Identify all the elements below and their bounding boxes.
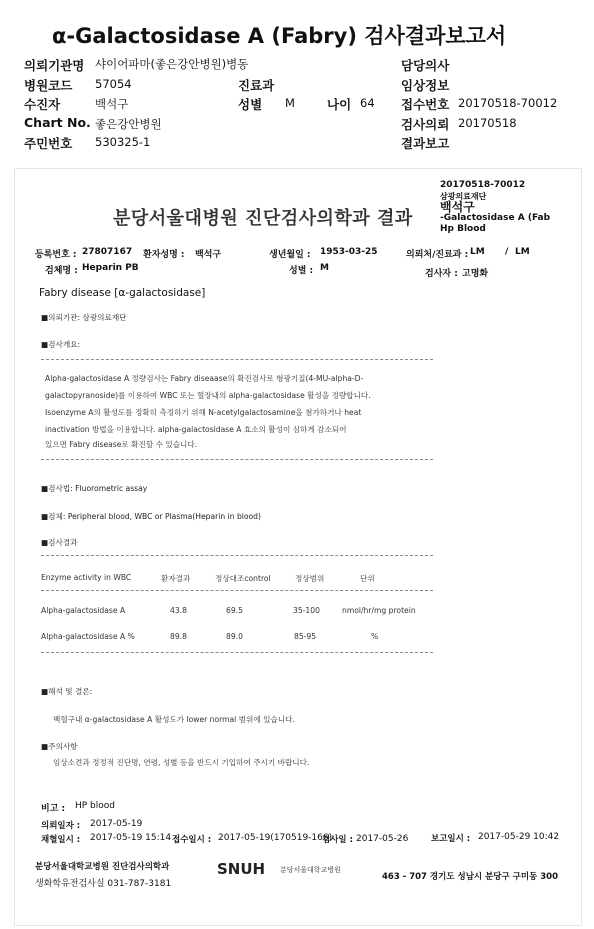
row1-patient: 43.8 xyxy=(170,606,187,615)
method-line: ■검사법: Fluorometric assay xyxy=(41,484,148,493)
row2-patient: 89.8 xyxy=(170,632,187,641)
label-chart-no: Chart No. xyxy=(24,115,91,130)
specimen-label: 검체명 : xyxy=(45,266,78,276)
notes-text: 임상소견과 정정적 진단명, 연령, 성별 등을 반드시 기입하여 주시기 바랍니다. xyxy=(53,758,310,767)
snuh-logo: SNUH xyxy=(217,860,266,878)
interpretation-heading: ■해석 및 결론: xyxy=(41,687,93,696)
overview-line-4: inactivation 방법을 이용합니다. alpha-galactosidase A 효소의 활성이 심하게 감소되어 xyxy=(45,425,347,434)
row2-range: 85-95 xyxy=(294,632,317,641)
dept-value1: LM xyxy=(470,247,485,257)
institution-line: ■의뢰기관: 삼광의료재단 xyxy=(41,313,127,322)
dob-label: 생년월일 : xyxy=(269,250,311,260)
th-unit: 단위 xyxy=(360,574,375,583)
row1-unit: nmol/hr/mg protein xyxy=(342,606,416,615)
value-institution: 샤이어파마(좋은강안병원)병동 xyxy=(95,57,249,71)
interpretation-text: 백혈구내 α-galactosidase A 활성도가 lower normal 범위에 있습니다. xyxy=(53,715,295,724)
lab-name: 분당서울대학교병원 진단검사의학과 xyxy=(35,862,170,872)
label-clinic: 진료과 xyxy=(238,78,275,93)
label-request: 검사의뢰 xyxy=(401,117,450,132)
stamp-line5: Hp Blood xyxy=(440,224,486,234)
report-date-label: 보고일시 : xyxy=(431,834,471,844)
label-clinical-info: 임상정보 xyxy=(401,78,450,93)
row2-name: Alpha-galactosidase A % xyxy=(41,632,135,641)
stamp-line4: -Galactosidase A (Fab xyxy=(440,213,551,223)
scanned-report xyxy=(14,168,582,926)
label-age: 나이 xyxy=(327,97,352,112)
receipt-label: 접수일시 : xyxy=(172,835,212,845)
report-date-value: 2017-05-29 10:42 xyxy=(478,832,560,842)
test-date-value: 2017-05-26 xyxy=(356,834,409,844)
stamp-line1: 20170518-70012 xyxy=(440,180,526,190)
request-date-value: 2017-05-19 xyxy=(90,819,143,829)
stamp-block xyxy=(440,180,550,235)
value-hospital-code: 57054 xyxy=(95,77,132,91)
test-name: Fabry disease [α-galactosidase] xyxy=(39,287,206,299)
dept-value2: LM xyxy=(515,247,530,257)
lab-sub: 생화학유전검사실 031-787-3181 xyxy=(35,879,172,889)
label-resident-no: 주민번호 xyxy=(24,136,73,151)
value-chart-no: 좋은강안병원 xyxy=(95,117,162,131)
value-resident-no: 530325-1 xyxy=(95,135,151,149)
label-institution: 의뢰기관명 xyxy=(24,58,85,73)
divider xyxy=(41,359,433,360)
notes-heading: ■주의사항 xyxy=(41,742,78,751)
tester-value: 고명화 xyxy=(462,269,489,279)
divider xyxy=(41,652,433,653)
value-request: 20170518 xyxy=(458,116,517,130)
report-title: α-Galactosidase A (Fabry) 검사결과보고서 xyxy=(52,24,507,48)
sex-value: M xyxy=(320,263,329,273)
stamp-line2: 삼광의료재단 xyxy=(440,192,487,201)
row1-control: 69.5 xyxy=(226,606,243,615)
remark-value: HP blood xyxy=(75,801,115,811)
divider xyxy=(41,555,433,556)
address: 463 - 707 경기도 성남시 분당구 구미동 300 xyxy=(382,872,559,882)
row2-control: 89.0 xyxy=(226,632,243,641)
collect-value: 2017-05-19 15:14 xyxy=(90,833,172,843)
row1-name: Alpha-galactosidase A xyxy=(41,606,126,615)
receipt-value: 2017-05-19(170519-166) xyxy=(218,833,333,843)
th-control: 정상대조control xyxy=(215,574,271,583)
row2-unit: % xyxy=(371,632,379,641)
divider xyxy=(41,459,433,460)
specimen-value: Heparin PB xyxy=(82,263,139,273)
overview-line-1: Alpha-galactosidase A 정량검사는 Fabry diseaase의 확진검사로 형광기질(4-MU-alpha-D- xyxy=(45,374,364,383)
value-sex: M xyxy=(285,96,295,110)
stamp-line3: 백석구 xyxy=(440,200,475,214)
report-heading: 분당서울대병원 진단검사의학과 결과 xyxy=(113,208,413,229)
tester-label: 검사자 : xyxy=(425,269,458,279)
test-date-label: 검사일 : xyxy=(322,835,353,845)
dept-label: 의뢰처/진료과 : xyxy=(406,250,469,260)
value-patient: 백석구 xyxy=(95,97,129,111)
reg-label: 등록번호 : xyxy=(35,250,77,260)
th-range: 정상범위 xyxy=(295,574,325,583)
snuh-logo-sub: 분당서울대학교병원 xyxy=(280,866,341,874)
dept-sep: / xyxy=(505,247,509,257)
overview-line-2: galactopyranoside)를 이용하여 WBC 또는 혈장내의 alpha-galactosidase 활성을 정량합니다. xyxy=(45,391,371,400)
label-receipt-no: 접수번호 xyxy=(401,97,450,112)
th-enzyme: Enzyme activity in WBC xyxy=(41,573,132,582)
results-heading: ■검사결과 xyxy=(41,538,78,547)
value-age: 64 xyxy=(360,96,375,110)
label-doctor: 담당의사 xyxy=(401,58,450,73)
overview-line-5: 있으면 Fabry disease로 확진할 수 있습니다. xyxy=(45,440,198,449)
label-sex: 성별 xyxy=(238,97,263,112)
overview-heading: ■검사개요: xyxy=(41,340,81,349)
label-hospital-code: 병원코드 xyxy=(24,78,73,93)
label-result-report: 결과보고 xyxy=(401,136,450,151)
name-label: 환자성명 : xyxy=(143,250,185,260)
th-patient: 환자결과 xyxy=(161,574,191,583)
dob-value: 1953-03-25 xyxy=(320,247,378,257)
remark-label: 비고 : xyxy=(41,804,66,814)
row1-range: 35-100 xyxy=(293,606,320,615)
sex-label: 성별 : xyxy=(289,266,314,276)
value-receipt-no: 20170518-70012 xyxy=(458,96,558,110)
label-patient: 수진자 xyxy=(24,97,61,112)
specimen-line: ■검체: Peripheral blood, WBC or Plasma(Heparin in blood) xyxy=(41,512,261,521)
overview-line-3: Isoenzyme A의 활성도를 정확히 측정하기 위해 N-acetylgalactosamine을 첨가하거나 heat xyxy=(45,408,362,417)
name-value: 백석구 xyxy=(195,250,222,260)
collect-label: 채혈일시 : xyxy=(41,835,81,845)
request-date-label: 의뢰일자 : xyxy=(41,821,81,831)
reg-value: 27807167 xyxy=(82,247,133,257)
divider xyxy=(41,590,433,591)
